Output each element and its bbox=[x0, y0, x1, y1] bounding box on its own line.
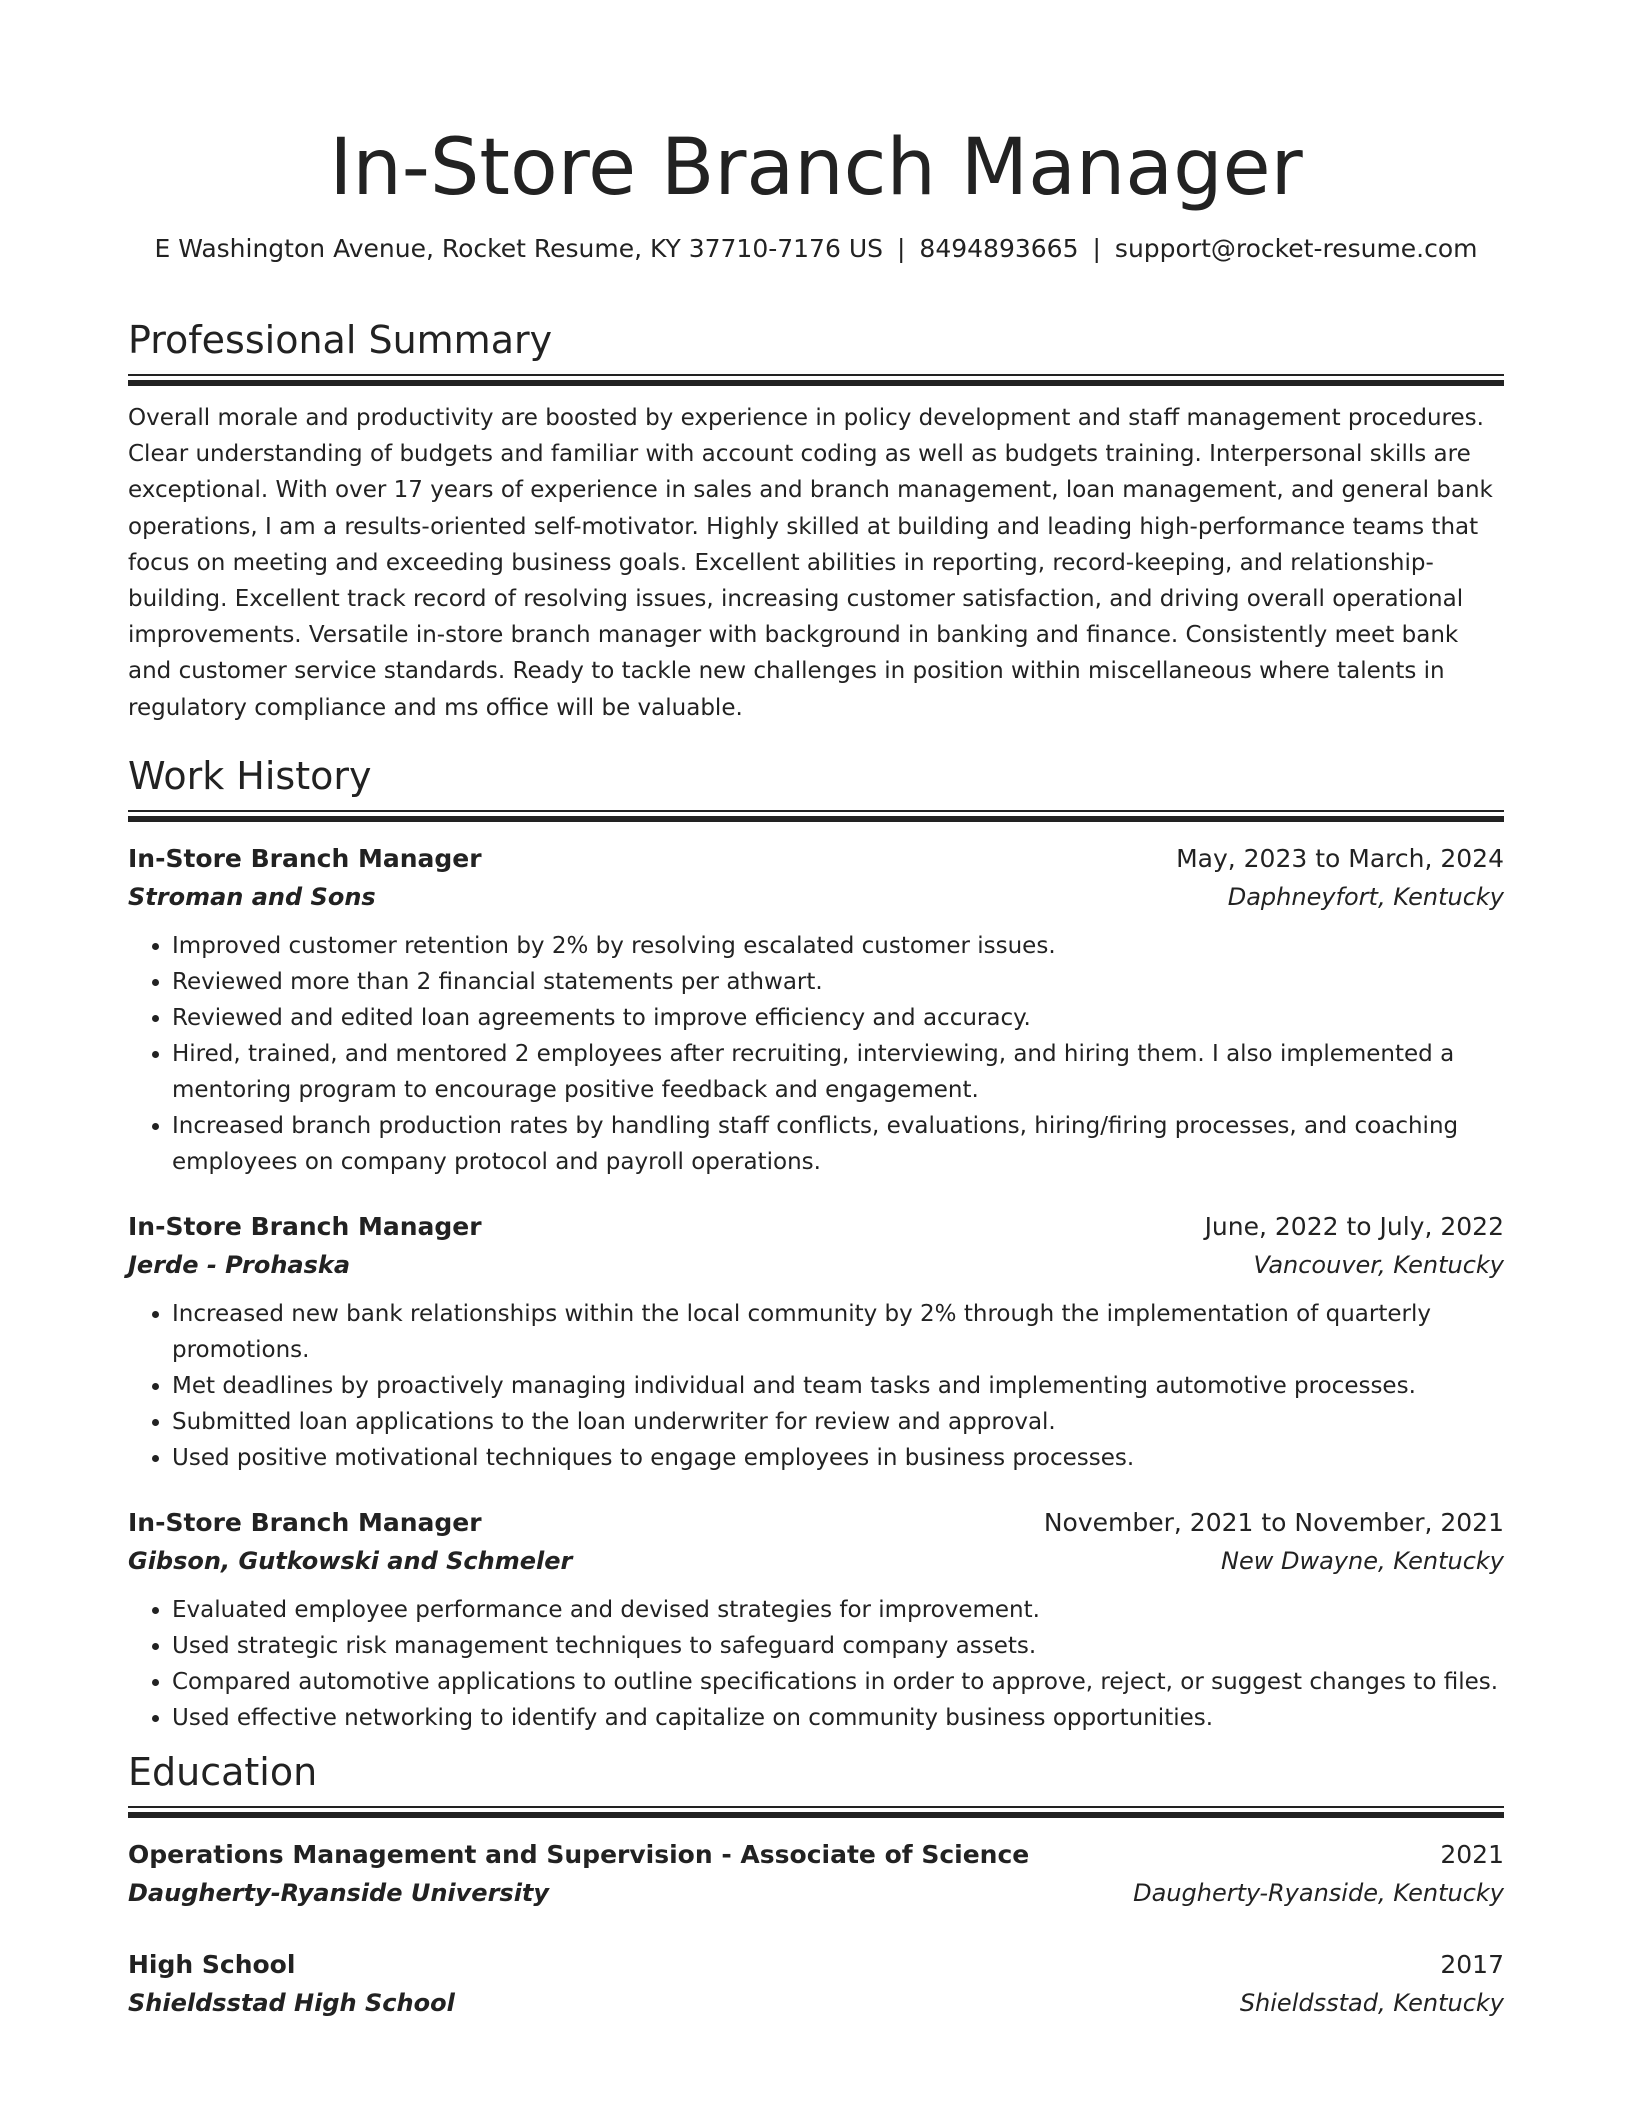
job-bullet: • Evaluated employee performance and devised strategies for improvement. bbox=[172, 1592, 1504, 1628]
section-divider bbox=[128, 1806, 1504, 1808]
education-header-row bbox=[128, 1946, 1504, 1984]
summary-section bbox=[128, 316, 1504, 726]
job-title: In-Store Branch Manager bbox=[128, 1211, 482, 1241]
job-header-row bbox=[128, 1504, 1504, 1542]
section-title-education: Education bbox=[128, 1749, 318, 1794]
education-school-row bbox=[128, 1984, 1504, 2022]
job-company: Stroman and Sons bbox=[128, 882, 376, 911]
education-year: 2021 bbox=[1440, 1839, 1504, 1869]
education-school: Shieldsstad High School bbox=[128, 1988, 455, 2017]
job-bullet: • Increased new bank relationships within the local community by 2% through the implementation of quarterly promotions. bbox=[172, 1296, 1504, 1368]
section-divider-thick bbox=[128, 816, 1504, 822]
education-location: Shieldsstad, Kentucky bbox=[1239, 1988, 1504, 2017]
contact-phone: 8494893665 bbox=[919, 234, 1079, 263]
job-company-row bbox=[128, 1542, 1504, 1580]
section-divider-thick bbox=[128, 1812, 1504, 1818]
resume-page bbox=[128, 120, 1504, 2022]
job-entry bbox=[128, 1504, 1504, 1736]
job-bullet: • Used effective networking to identify and capitalize on community business opportunities. bbox=[172, 1700, 1504, 1736]
education-section bbox=[128, 1748, 1504, 2022]
education-school-row bbox=[128, 1874, 1504, 1912]
contact-line bbox=[128, 232, 1504, 266]
job-bullet: • Increased branch production rates by handling staff conflicts, evaluations, hiring/firing processes, and coaching employees on company protocol and payroll operations. bbox=[172, 1108, 1504, 1180]
job-bullets bbox=[128, 1296, 1504, 1476]
job-location: New Dwayne, Kentucky bbox=[1220, 1546, 1504, 1575]
work-history-section bbox=[128, 752, 1504, 1736]
summary-paragraph: Overall morale and productivity are boosted by experience in policy development and staff management procedures. Clear understanding of budgets and familiar with account coding as well as budgets training. Interpersonal skills are exceptional. With over 17 years of experience in sales and branch management, loan management, and general bank operations, I am a results-oriented self-motivator. Highly skilled at building and leading high-performance teams that focus on meeting and exceeding business goals. Excellent abilities in reporting, record-keeping, and relationship-building. Excellent track record of resolving issues, increasing customer satisfaction, and driving overall operational improvements. Versatile in-store branch manager with background in banking and finance. Consistently meet bank and customer service standards. Ready to tackle new challenges in position within miscellaneous where talents in regulatory compliance and ms office will be valuable. bbox=[128, 405, 1493, 721]
contact-email: support@rocket-resume.com bbox=[1114, 234, 1478, 263]
education-degree: High School bbox=[128, 1949, 296, 1979]
job-header-row bbox=[128, 840, 1504, 878]
job-bullet: • Improved customer retention by 2% by resolving escalated customer issues. bbox=[172, 928, 1504, 964]
contact-address: E Washington Avenue, Rocket Resume, KY 37710-7176 US bbox=[154, 234, 883, 263]
education-degree: Operations Management and Supervision - Associate of Science bbox=[128, 1839, 1030, 1869]
section-divider bbox=[128, 810, 1504, 812]
job-company: Jerde - Prohaska bbox=[128, 1250, 351, 1279]
job-entry bbox=[128, 840, 1504, 1180]
job-location: Daphneyfort, Kentucky bbox=[1227, 882, 1504, 911]
job-company-row bbox=[128, 1246, 1504, 1284]
job-bullet: • Used positive motivational techniques to engage employees in business processes. bbox=[172, 1440, 1504, 1476]
job-bullets bbox=[128, 928, 1504, 1180]
job-title: In-Store Branch Manager bbox=[128, 843, 482, 873]
job-bullet: • Hired, trained, and mentored 2 employees after recruiting, interviewing, and hiring them. I also implemented a mentoring program to encourage positive feedback and engagement. bbox=[172, 1036, 1504, 1108]
education-entry bbox=[128, 1946, 1504, 2022]
section-divider-thick bbox=[128, 380, 1504, 386]
education-entry bbox=[128, 1836, 1504, 1912]
job-dates: June, 2022 to July, 2022 bbox=[1204, 1211, 1504, 1241]
job-dates: May, 2023 to March, 2024 bbox=[1176, 843, 1504, 873]
job-bullet: • Compared automotive applications to outline specifications in order to approve, reject, or suggest changes to files. bbox=[172, 1664, 1504, 1700]
job-company-row bbox=[128, 878, 1504, 916]
job-bullet: • Used strategic risk management techniques to safeguard company assets. bbox=[172, 1628, 1504, 1664]
job-header-row bbox=[128, 1208, 1504, 1246]
education-header-row bbox=[128, 1836, 1504, 1874]
job-company: Gibson, Gutkowski and Schmeler bbox=[128, 1546, 573, 1575]
section-divider bbox=[128, 374, 1504, 376]
job-bullet: • Submitted loan applications to the loan underwriter for review and approval. bbox=[172, 1404, 1504, 1440]
job-entry bbox=[128, 1208, 1504, 1476]
section-title-summary: Professional Summary bbox=[128, 318, 553, 362]
education-year: 2017 bbox=[1440, 1949, 1504, 1979]
job-bullet: • Reviewed and edited loan agreements to improve efficiency and accuracy. bbox=[172, 1000, 1504, 1036]
education-school: Daugherty-Ryanside University bbox=[128, 1878, 550, 1907]
job-title: In-Store Branch Manager bbox=[128, 1507, 482, 1537]
contact-separator: | bbox=[896, 234, 906, 263]
job-bullet: • Met deadlines by proactively managing individual and team tasks and implementing automotive processes. bbox=[172, 1368, 1504, 1404]
job-bullets bbox=[128, 1592, 1504, 1736]
job-dates: November, 2021 to November, 2021 bbox=[1043, 1507, 1504, 1537]
resume-name: In-Store Branch Manager bbox=[329, 123, 1303, 213]
contact-separator: | bbox=[1092, 234, 1101, 263]
job-location: Vancouver, Kentucky bbox=[1253, 1250, 1504, 1279]
education-location: Daugherty-Ryanside, Kentucky bbox=[1133, 1878, 1504, 1907]
job-bullet: • Reviewed more than 2 financial statements per athwart. bbox=[172, 964, 1504, 1000]
section-title-work: Work History bbox=[128, 753, 372, 798]
